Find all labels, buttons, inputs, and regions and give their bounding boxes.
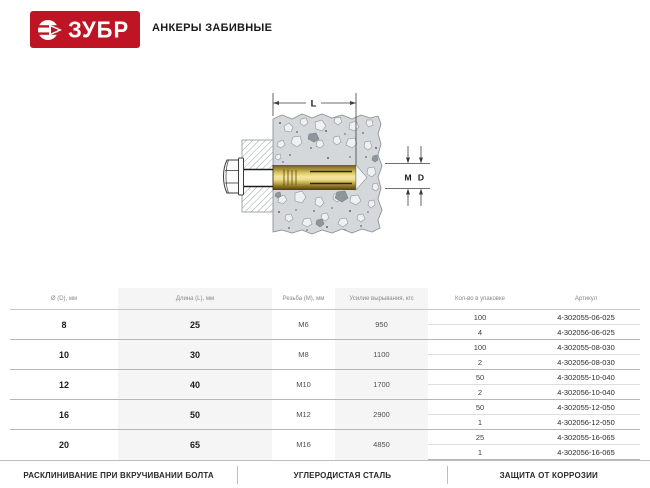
feature-corrosion: ЗАЩИТА ОТ КОРРОЗИИ bbox=[499, 470, 599, 480]
col-header-thread: Резьба (М), мм bbox=[272, 288, 335, 310]
cell-pack-qty: 1 bbox=[428, 415, 532, 430]
hex-bolt-head bbox=[224, 158, 244, 195]
brand-logo bbox=[30, 11, 140, 48]
feature-carbon-steel: УГЛЕРОДИСТАЯ СТАЛЬ bbox=[293, 470, 392, 480]
cell-pack-qty: 1 bbox=[428, 445, 532, 460]
cell-diameter: 20 bbox=[10, 430, 118, 460]
cell-sku: 4-302056-06-025 bbox=[532, 325, 640, 340]
cell-length: 65 bbox=[118, 430, 272, 460]
cell-force: 1700 bbox=[335, 370, 428, 400]
feature-wedging: РАСКЛИНИВАНИЕ ПРИ ВКРУЧИВАНИИ БОЛТА bbox=[23, 470, 214, 480]
cell-force: 2900 bbox=[335, 400, 428, 430]
col-header-sku: Артикул bbox=[532, 288, 640, 310]
dimension-diameters bbox=[385, 146, 430, 206]
cell-pack-qty: 50 bbox=[428, 400, 532, 415]
cell-thread: М12 bbox=[272, 400, 335, 430]
table-row bbox=[10, 400, 640, 415]
cell-sku: 4-302056-08-030 bbox=[532, 355, 640, 370]
brand-name: ЗУБР bbox=[68, 15, 130, 42]
spec-table bbox=[10, 288, 640, 460]
table-row bbox=[10, 430, 640, 445]
cell-sku: 4-302056-10-040 bbox=[532, 385, 640, 400]
cell-sku: 4-302056-12-050 bbox=[532, 415, 640, 430]
col-header-length: Длина (L), мм bbox=[118, 288, 272, 310]
anchor-sleeve bbox=[273, 165, 367, 190]
anchor-installation-diagram bbox=[180, 60, 480, 270]
cell-pack-qty: 4 bbox=[428, 325, 532, 340]
col-header-force: Усилие вырывания, кгс bbox=[335, 288, 428, 310]
table-header-row bbox=[10, 288, 640, 310]
label-D: D bbox=[417, 172, 425, 183]
cell-force: 4850 bbox=[335, 430, 428, 460]
cell-diameter: 8 bbox=[10, 310, 118, 340]
page-title: АНКЕРЫ ЗАБИВНЫЕ bbox=[152, 22, 273, 34]
cell-length: 25 bbox=[118, 310, 272, 340]
label-L: L bbox=[310, 98, 317, 110]
cell-sku: 4-302055-06-025 bbox=[532, 310, 640, 325]
cell-sku: 4-302056-16-065 bbox=[532, 445, 640, 460]
cell-length: 50 bbox=[118, 400, 272, 430]
cell-sku: 4-302055-08-030 bbox=[532, 340, 640, 355]
feature-bar bbox=[0, 460, 650, 488]
bolt-shaft bbox=[243, 170, 273, 187]
cell-thread: М16 bbox=[272, 430, 335, 460]
cell-force: 1100 bbox=[335, 340, 428, 370]
cell-sku: 4-302055-16-065 bbox=[532, 430, 640, 445]
cell-sku: 4-302055-10-040 bbox=[532, 370, 640, 385]
cell-pack-qty: 2 bbox=[428, 385, 532, 400]
cell-pack-qty: 50 bbox=[428, 370, 532, 385]
cell-pack-qty: 100 bbox=[428, 340, 532, 355]
label-M: M bbox=[404, 172, 412, 183]
cell-pack-qty: 100 bbox=[428, 310, 532, 325]
table-row bbox=[10, 340, 640, 355]
cell-sku: 4-302055-12-050 bbox=[532, 400, 640, 415]
cell-thread: М6 bbox=[272, 310, 335, 340]
table-row bbox=[10, 370, 640, 385]
cell-diameter: 12 bbox=[10, 370, 118, 400]
cell-diameter: 16 bbox=[10, 400, 118, 430]
cell-length: 40 bbox=[118, 370, 272, 400]
cell-length: 30 bbox=[118, 340, 272, 370]
cell-diameter: 10 bbox=[10, 340, 118, 370]
cell-pack-qty: 25 bbox=[428, 430, 532, 445]
cell-thread: М10 bbox=[272, 370, 335, 400]
zubr-bison-arrow-icon bbox=[36, 16, 63, 44]
cell-thread: М8 bbox=[272, 340, 335, 370]
cell-pack-qty: 2 bbox=[428, 355, 532, 370]
col-header-diameter: Ø (D), мм bbox=[10, 288, 118, 310]
cell-force: 950 bbox=[335, 310, 428, 340]
col-header-pack: Кол-во в упаковке bbox=[428, 288, 532, 310]
table-row bbox=[10, 310, 640, 325]
